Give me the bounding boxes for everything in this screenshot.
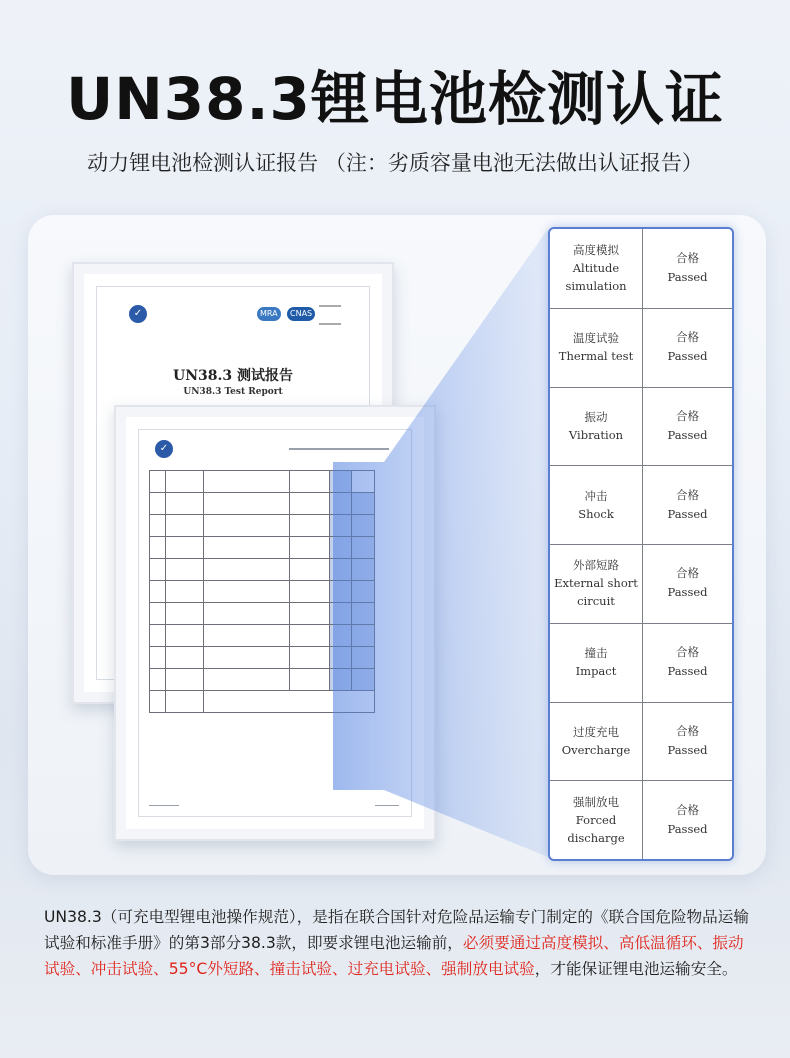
test-result-cell bbox=[643, 702, 732, 781]
test-name-en1: Impact bbox=[575, 664, 617, 679]
result-row bbox=[550, 229, 732, 309]
test-name-en2: simulation bbox=[565, 279, 627, 294]
report-title-cn: UN38.3 测试报告 bbox=[173, 368, 293, 384]
test-name-en1: Altitude bbox=[572, 261, 620, 276]
certificate-table-paper bbox=[138, 429, 412, 817]
test-result-res_en: Passed bbox=[667, 270, 708, 285]
test-name-cell bbox=[550, 544, 643, 623]
test-result-res_en: Passed bbox=[667, 821, 708, 836]
test-result-cell bbox=[643, 544, 732, 623]
description-part1: UN38.3（可充电型锂电池操作规范），是指在联合国针对危险品运输专门制定的《联合国危险物品运输试验和标准手册》的第3部分38.3款，即要求锂电池运输前， bbox=[44, 908, 749, 952]
report-title-en: UN38.3 Test Report bbox=[183, 387, 283, 397]
test-name-cn: 过度充电 bbox=[573, 724, 619, 739]
mini-results-table bbox=[149, 470, 375, 713]
test-name-cell bbox=[550, 387, 643, 466]
page-subtitle: 动力锂电池检测认证报告 （注：劣质容量电池无法做出认证报告） bbox=[87, 151, 703, 175]
test-result-res_en: Passed bbox=[667, 664, 708, 679]
lab-logo-icon: ✓ bbox=[155, 440, 173, 458]
test-name-en2: circuit bbox=[577, 594, 615, 609]
test-result-res_en: Passed bbox=[667, 742, 708, 757]
test-name-en1: Forced bbox=[575, 812, 617, 827]
test-name-en1: Overcharge bbox=[561, 742, 631, 757]
page-title: UN38.3锂电池检测认证 bbox=[66, 65, 724, 133]
test-name-cell bbox=[550, 229, 643, 308]
test-result-cell bbox=[643, 465, 732, 544]
lab-logo-icon: ✓ bbox=[129, 305, 147, 323]
result-row bbox=[550, 702, 732, 782]
test-name-en1: External short bbox=[554, 576, 638, 591]
description-part3: ，才能保证锂电池运输安全。 bbox=[534, 960, 738, 978]
result-row bbox=[550, 465, 732, 545]
test-result-cell bbox=[643, 308, 732, 387]
test-name-cell bbox=[550, 702, 643, 781]
test-name-en1: Thermal test bbox=[558, 349, 634, 364]
test-result-cell bbox=[643, 623, 732, 702]
test-result-res_cn: 合格 bbox=[676, 330, 699, 345]
test-name-cell bbox=[550, 465, 643, 544]
test-name-cell bbox=[550, 780, 643, 859]
test-result-res_cn: 合格 bbox=[676, 251, 699, 266]
test-name-en1: Shock bbox=[578, 506, 614, 521]
test-name-cn: 外部短路 bbox=[573, 558, 619, 573]
results-table bbox=[548, 227, 734, 861]
test-result-res_cn: 合格 bbox=[676, 408, 699, 423]
test-result-res_cn: 合格 bbox=[676, 645, 699, 660]
test-result-res_cn: 合格 bbox=[676, 723, 699, 738]
test-name-cn: 强制放电 bbox=[573, 794, 619, 809]
test-name-cn: 冲击 bbox=[584, 488, 608, 503]
test-result-cell bbox=[643, 780, 732, 859]
result-row bbox=[550, 308, 732, 388]
report-number-line bbox=[289, 448, 389, 450]
test-result-res_en: Passed bbox=[667, 427, 708, 442]
cert-code-text-icon bbox=[319, 305, 341, 325]
result-row bbox=[550, 780, 732, 859]
test-result-res_en: Passed bbox=[667, 506, 708, 521]
test-result-res_cn: 合格 bbox=[676, 802, 699, 817]
test-result-cell bbox=[643, 387, 732, 466]
test-name-cn: 高度模拟 bbox=[573, 243, 619, 258]
result-row bbox=[550, 623, 732, 703]
footer-code-line bbox=[149, 805, 179, 806]
cnas-logo-icon: CNAS bbox=[287, 307, 315, 321]
description-text bbox=[44, 904, 754, 982]
description-required-tests: 必须要通过高度模拟、高低温循环、振动试验、冲击试验、55°C外短路、撞击试验、过充电试验、强制放电试验 bbox=[44, 934, 744, 978]
test-result-res_cn: 合格 bbox=[676, 566, 699, 581]
ilac-mra-logo-icon: MRA bbox=[257, 307, 281, 321]
test-name-en2: discharge bbox=[567, 830, 625, 845]
test-name-cn: 振动 bbox=[584, 409, 608, 424]
test-result-cell bbox=[643, 229, 732, 308]
test-result-res_en: Passed bbox=[667, 585, 708, 600]
result-row bbox=[550, 544, 732, 624]
test-result-res_en: Passed bbox=[667, 349, 708, 364]
test-name-cn: 撞击 bbox=[584, 646, 608, 661]
test-name-cell bbox=[550, 308, 643, 387]
test-result-res_cn: 合格 bbox=[676, 487, 699, 502]
certificate-frame-front bbox=[114, 405, 436, 841]
test-name-cell bbox=[550, 623, 643, 702]
test-name-cn: 温度试验 bbox=[573, 331, 619, 346]
footer-page-line bbox=[375, 805, 399, 806]
test-name-en1: Vibration bbox=[568, 427, 624, 442]
result-row bbox=[550, 387, 732, 467]
